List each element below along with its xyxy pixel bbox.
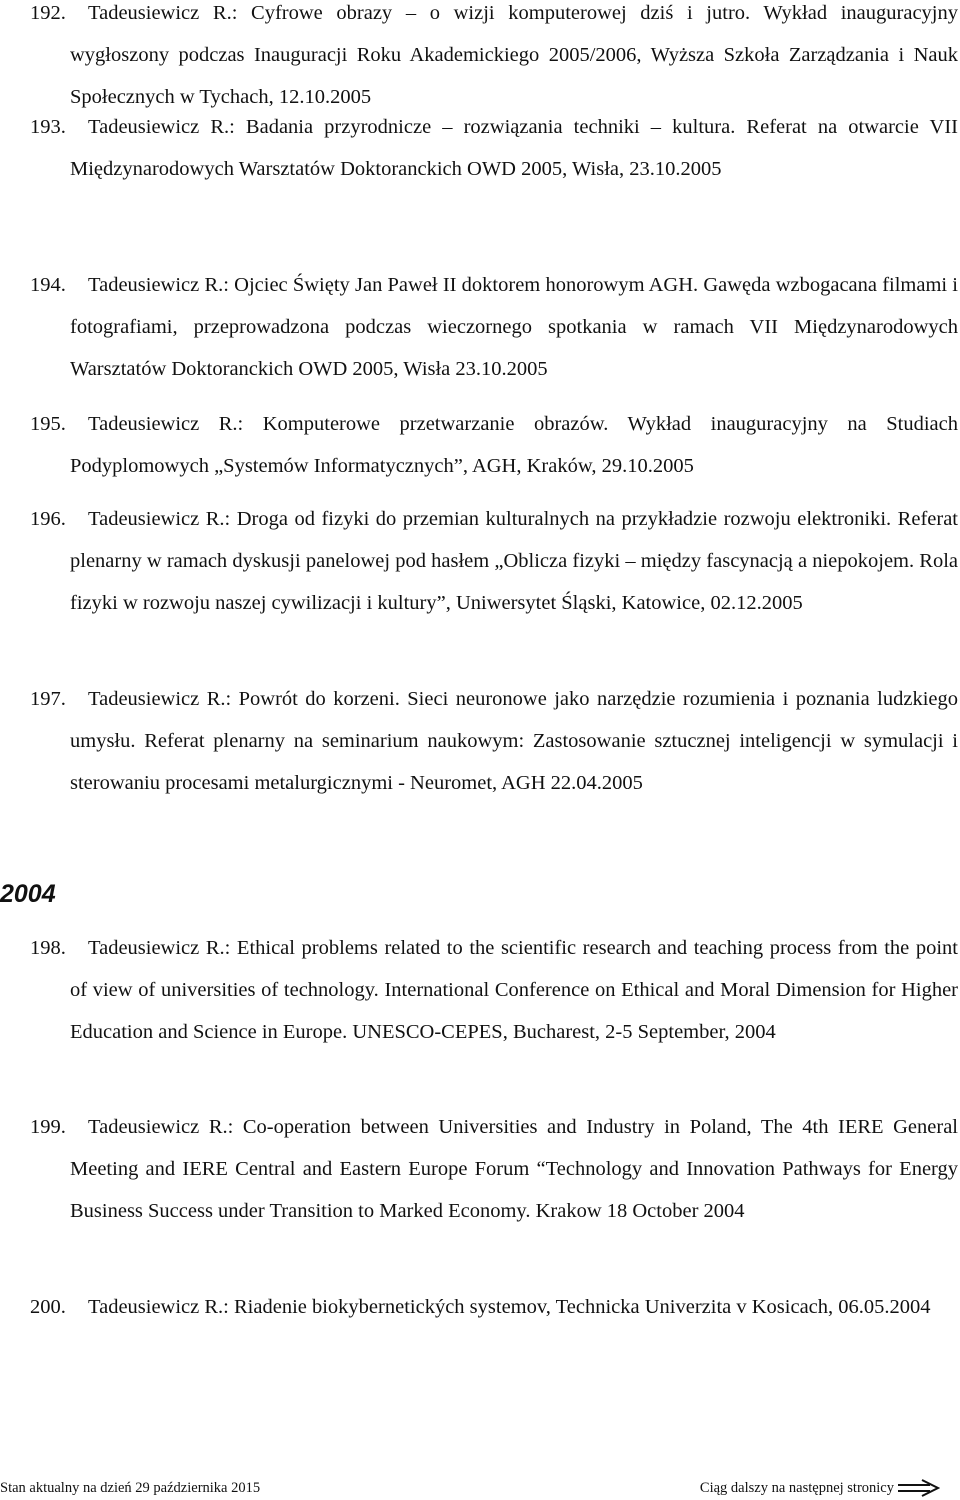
- bibliography-entry-200: [30, 1286, 958, 1328]
- entry-text: Tadeusiewicz R.: Riadenie biokybernetických systemov, Technicka Univerzita v Kosicach, 06.05.2004: [88, 1296, 931, 1318]
- entry-text: Tadeusiewicz R.: Komputerowe przetwarzanie obrazów. Wykład inauguracyjny na Studiach Podyplomowych „Systemów Informatycznych”, AGH, Kraków, 29.10.2005: [70, 413, 958, 477]
- entry-number: 192.: [30, 2, 66, 24]
- entry-number: 197.: [30, 688, 66, 710]
- bibliography-entry-195: [30, 403, 958, 487]
- entry-number: 195.: [30, 413, 66, 435]
- footer-continued-note: Ciąg dalszy na następnej stronicy: [699, 1480, 894, 1496]
- entry-text: Tadeusiewicz R.: Droga od fizyki do przemian kulturalnych na przykładzie rozwoju elektroniki. Referat plenarny w ramach dyskusji panelowej pod hasłem „Oblicza fizyki – między fascynacją a niepokojem. Rola fizyki w rozwoju naszej cywilizacji i kultury”, Uniwersytet Śląski, Katowice, 02.12.2005: [70, 508, 958, 614]
- bibliography-entry-194: [30, 264, 958, 390]
- entry-text: Tadeusiewicz R.: Powrót do korzeni. Sieci neuronowe jako narzędzie rozumienia i poznania ludzkiego umysłu. Referat plenarny na seminarium naukowym: Zastosowanie sztucznej inteligencji w symulacji i sterowaniu procesami metalurgicznymi - Neuromet, AGH 22.04.2005: [70, 688, 958, 794]
- bibliography-entry-197: [30, 678, 958, 804]
- bibliography-entry-198: [30, 927, 958, 1053]
- entry-text: Tadeusiewicz R.: Ojciec Święty Jan Paweł II doktorem honorowym AGH. Gawęda wzbogacana filmami i fotografiami, przeprowadzona podczas wieczornego spotkania w ramach VII Międzynarodowych Warsztatów Doktoranckich OWD 2005, Wisła 23.10.2005: [70, 274, 958, 380]
- entry-number: 193.: [30, 116, 66, 138]
- bibliography-entry-192: [30, 0, 958, 118]
- entry-number: 198.: [30, 937, 66, 959]
- bibliography-entry-199: [30, 1106, 958, 1232]
- bibliography-entry-193: [30, 106, 958, 190]
- year-heading: 2004: [0, 880, 56, 908]
- entry-text: Tadeusiewicz R.: Cyfrowe obrazy – o wizji komputerowej dziś i jutro. Wykład inauguracyjny wygłoszony podczas Inauguracji Roku Akademickiego 2005/2006, Wyższa Szkoła Zarządzania i Nauk Społecznych w Tychach, 12.10.2005: [70, 2, 958, 108]
- entry-text: Tadeusiewicz R.: Ethical problems related to the scientific research and teaching process from the point of view of universities of technology. International Conference on Ethical and Moral Dimension for Higher Education and Science in Europe. UNESCO-CEPES, Bucharest, 2-5 September, 2004: [70, 937, 958, 1043]
- double-arrow-right-icon: [898, 1479, 940, 1497]
- entry-number: 194.: [30, 274, 66, 296]
- entry-text: Tadeusiewicz R.: Co-operation between Universities and Industry in Poland, The 4th IERE General Meeting and IERE Central and Eastern Europe Forum “Technology and Innovation Pathways for Energy Business Success under Transition to Marked Economy. Krakow 18 October 2004: [70, 1116, 958, 1222]
- bibliography-entry-196: [30, 498, 958, 624]
- entry-number: 200.: [30, 1296, 66, 1318]
- footer-status-date: Stan aktualny na dzień 29 października 2015: [0, 1480, 261, 1496]
- entry-text: Tadeusiewicz R.: Badania przyrodnicze – rozwiązania techniki – kultura. Referat na otwarcie VII Międzynarodowych Warsztatów Doktoranckich OWD 2005, Wisła, 23.10.2005: [70, 116, 958, 180]
- entry-number: 199.: [30, 1116, 66, 1138]
- entry-number: 196.: [30, 508, 66, 530]
